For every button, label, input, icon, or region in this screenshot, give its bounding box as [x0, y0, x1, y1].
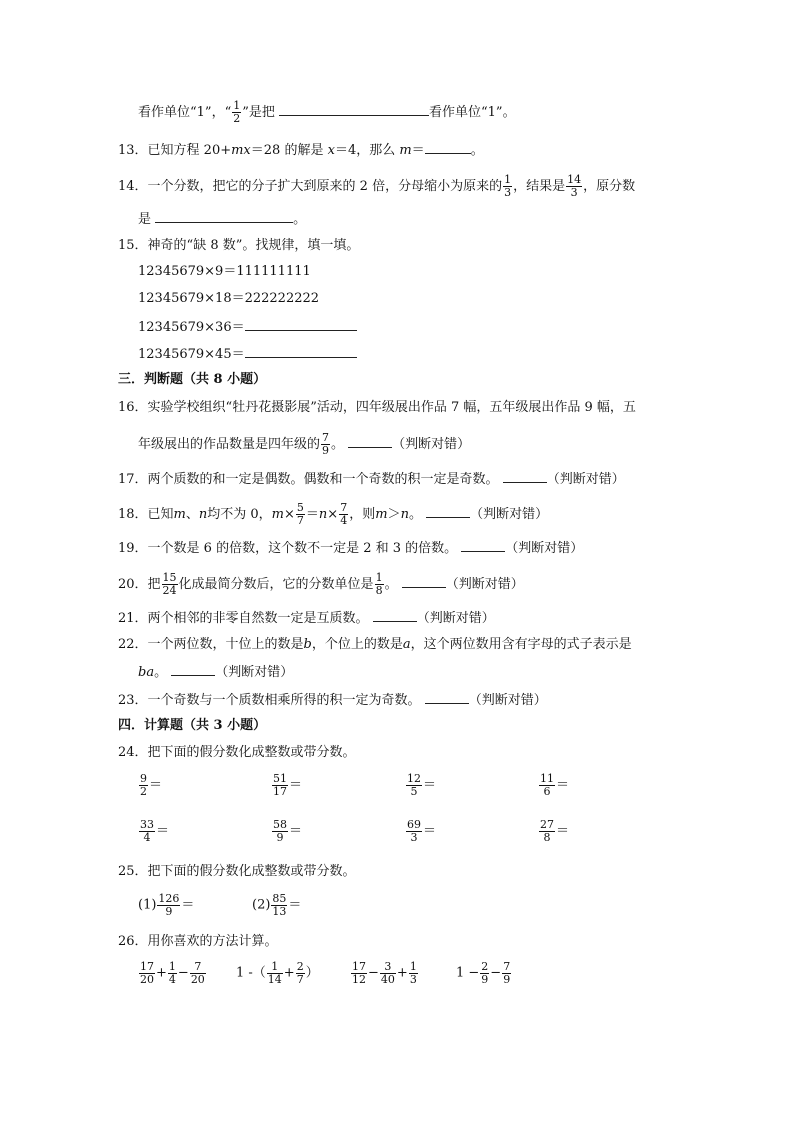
- section-4-title: 四．计算题（共 3 小题）: [118, 718, 267, 733]
- q16-fraction: $\frac{7}{9}$: [322, 431, 330, 457]
- q24-item-4: $\frac{11}{6}$ ＝: [540, 772, 570, 798]
- q20-line: 20．把 $\frac{15}{24}$ 化成最简分数后，它的分数单位是 $\frac{1}{8}$ 。 （判断对错）: [118, 571, 524, 597]
- q12-text-3: 看作单位“1”。: [429, 105, 516, 120]
- q24-item-1: $\frac{9}{2}$ ＝: [140, 772, 163, 798]
- q12-fraction: $\frac{1}{2}$: [233, 99, 241, 125]
- q24-item-3: $\frac{12}{5}$ ＝: [407, 772, 437, 798]
- q20-fraction-2: $\frac{1}{8}$: [375, 571, 383, 597]
- q17-blank[interactable]: [503, 468, 547, 483]
- q15-line-2: 12345679×18＝222222222: [138, 291, 320, 306]
- q12-line: [138, 100, 516, 125]
- q14-line-2: 是 。: [138, 208, 306, 230]
- q24-item-7: $\frac{69}{3}$ ＝: [407, 818, 437, 844]
- q14-blank[interactable]: [155, 208, 293, 223]
- q14-fraction-2: $\frac{14}{3}$: [567, 173, 582, 199]
- q23-line: 23．一个奇数与一个质数相乘所得的积一定为奇数。 （判断对错）: [118, 689, 547, 711]
- q15-line-1: 12345679×9＝111111111: [138, 264, 311, 279]
- q19-line: 19．一个数是 6 的倍数，这个数不一定是 2 和 3 的倍数。 （判断对错）: [118, 537, 583, 559]
- q18-line: 18．已知m、n均不为 0，m× $\frac{5}{7}$ ＝n× $\frac{7}{4}$ ，则m＞n。 （判断对错）: [118, 501, 549, 527]
- q22-line-2: ba。 （判断对错）: [138, 661, 293, 683]
- q16-line-2: 年级展出的作品数量是四年级的 $\frac{7}{9}$ 。 （判断对错）: [138, 431, 471, 457]
- q20-blank[interactable]: [402, 573, 446, 588]
- q12-text-2: ”是把: [242, 105, 275, 120]
- q21-blank[interactable]: [373, 607, 417, 622]
- q18-blank[interactable]: [426, 503, 470, 518]
- q20-fraction-1: $\frac{15}{24}$: [162, 571, 177, 597]
- q25-title: 25．把下面的假分数化成整数或带分数。: [118, 864, 356, 879]
- q19-blank[interactable]: [461, 537, 505, 552]
- q17-line: 17．两个质数的和一定是偶数。偶数和一个奇数的积一定是奇数。 （判断对错）: [118, 468, 625, 490]
- q24-item-5: $\frac{33}{4}$ ＝: [140, 818, 170, 844]
- q24-item-6: $\frac{58}{9}$ ＝: [273, 818, 303, 844]
- q13-line: 13．已知方程 20+mx＝28 的解是 x＝4，那么 m＝ 。: [118, 139, 484, 161]
- q26-expr-4: 1 − $\frac{2}{9}$ − $\frac{7}{9}$: [456, 960, 511, 986]
- q26-expr-2: 1 -（ $\frac{1}{14}$ + $\frac{2}{7}$ ）: [236, 960, 319, 986]
- section-3-title: 三．判断题（共 8 小题）: [118, 372, 267, 387]
- q24-item-8: $\frac{27}{8}$ ＝: [540, 818, 570, 844]
- q22-line-1: 22．一个两位数，十位上的数是b，个位上的数是a，这个两位数用含有字母的式子表示是: [118, 637, 632, 652]
- q18-fraction-1: $\frac{5}{7}$: [296, 501, 304, 527]
- q26-expr-1: $\frac{17}{20}$ + $\frac{1}{4}$ − $\frac{7}{20}$: [140, 960, 205, 986]
- q14-fraction-1: $\frac{1}{3}$: [504, 173, 512, 199]
- q15-blank-2[interactable]: [245, 343, 357, 358]
- q15-title: 15．神奇的“缺 8 数”。找规律，填一填。: [118, 238, 360, 253]
- q24-item-2: $\frac{51}{17}$ ＝: [273, 772, 303, 798]
- q15-line-4: 12345679×45＝: [138, 343, 357, 365]
- q16-line-1: 16．实验学校组织“牡丹花摄影展”活动，四年级展出作品 7 幅，五年级展出作品 9 幅，五: [118, 400, 636, 415]
- q16-blank[interactable]: [348, 433, 392, 448]
- q22-blank[interactable]: [171, 661, 215, 676]
- q14-line-1: 14．一个分数，把它的分子扩大到原来的 2 倍，分母缩小为原来的 $\frac{1}{3}$ ，结果是 $\frac{14}{3}$ ，原分数: [118, 173, 636, 199]
- q15-blank-1[interactable]: [245, 316, 357, 331]
- q15-line-3: 12345679×36＝: [138, 316, 357, 338]
- q25-item-1: (1) $\frac{126}{9}$ ＝: [138, 892, 195, 918]
- q12-blank[interactable]: [279, 101, 429, 116]
- q21-line: 21．两个相邻的非零自然数一定是互质数。 （判断对错）: [118, 607, 495, 629]
- q25-item-2: (2) $\frac{85}{13}$ ＝: [252, 892, 302, 918]
- q26-title: 26．用你喜欢的方法计算。: [118, 934, 278, 949]
- q26-expr-3: $\frac{17}{12}$ − $\frac{3}{40}$ + $\frac{1}{3}$: [352, 960, 417, 986]
- q13-blank[interactable]: [425, 139, 471, 154]
- q18-fraction-2: $\frac{7}{4}$: [340, 501, 348, 527]
- q24-title: 24．把下面的假分数化成整数或带分数。: [118, 745, 356, 760]
- q23-blank[interactable]: [425, 689, 469, 704]
- q12-text-1: 看作单位“1”，“: [138, 105, 232, 120]
